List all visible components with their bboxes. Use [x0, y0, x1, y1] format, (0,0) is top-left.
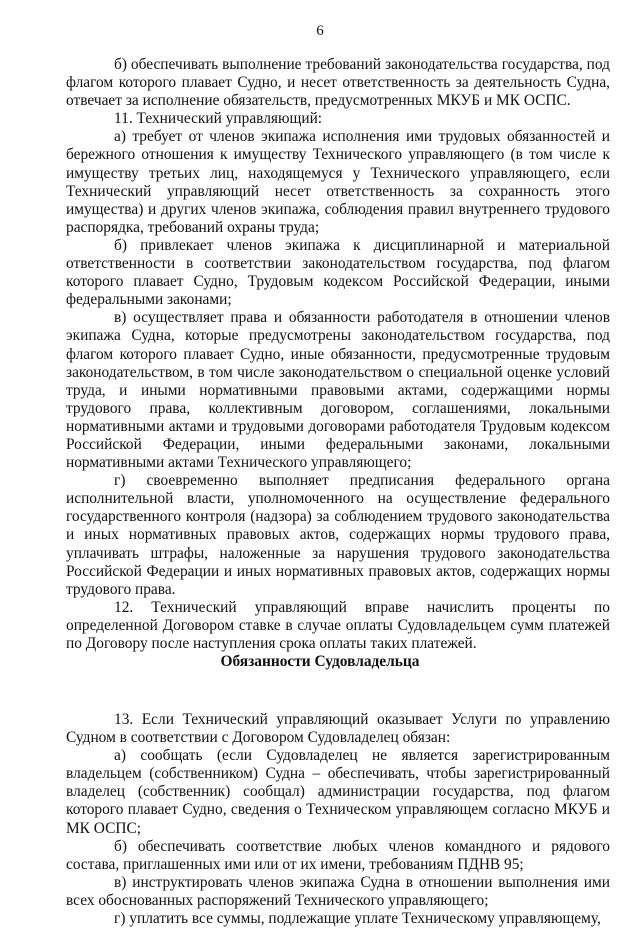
- section-heading: Обязанности Судовладельца: [220, 653, 420, 670]
- paragraph-11-heading: 11. Технический управляющий:: [114, 110, 323, 128]
- paragraph-10b: б) обеспечивать выполнение требований законодательства государства, под флагом которого плавает Судно, и несет ответственность за деятельность Судна, отвечает за исполнение обязательств, предусмотренных МКУБ и МК ОСПС.: [66, 56, 610, 110]
- paragraph-13a: а) сообщать (если Судовладелец не является зарегистрированным владельцем (собственником) Судна – обеспечивать, чтобы зарегистрированный владелец (собственник) сообщал) администрации государства, под флагом которого плавает Судно, сведения о Техническом управляющем согласно МКУБ и МК ОСПС;: [66, 747, 610, 837]
- paragraph-11b: б) привлекает членов экипажа к дисциплинарной и материальной ответственности в соответствии законодательством государства, под флагом которого плавает Судно, Трудовым кодексом Российской Федерации, иными федеральными законами;: [66, 236, 610, 309]
- paragraph-11a: а) требует от членов экипажа исполнения ими трудовых обязанностей и бережного отношения к имуществу Технического управляющего (в том числе к имуществу третьих лиц, находящемуся у Технического управляющего, если Технический управляющий несет ответственность за сохранность этого имущества) и других членов экипажа, соблюдения правил внутреннего трудового распорядка, требований охраны труда;: [66, 128, 610, 236]
- paragraph-13: 13. Если Технический управляющий оказывает Услуги по управлению Судном в соответствии с Договором Судовладелец обязан:: [66, 711, 610, 747]
- paragraph-13g: г) уплатить все суммы, подлежащие уплате Техническому управляющему,: [114, 910, 601, 928]
- paragraph-12: 12. Технический управляющий вправе начислить проценты по определенной Договором ставке в случае оплаты Судовладельцем сумм платежей по Договору после наступления срока оплаты таких платежей.: [66, 598, 610, 652]
- paragraph-13v: в) инструктировать членов экипажа Судна в отношении выполнения ими всех обоснованных распоряжений Технического управляющего;: [66, 873, 610, 909]
- text-block-shipowner-duties: [66, 711, 610, 928]
- paragraph-13b: б) обеспечивать соответствие любых членов командного и рядового состава, приглашенных ими или от их имени, требованиям ПДНВ 95;: [66, 837, 610, 873]
- paragraph-11v: в) осуществляет права и обязанности работодателя в отношении членов экипажа Судна, которые предусмотрены законодательством государства, под флагом которого плавает Судно, иные обязанности, предусмотренные трудовым законодательством, в том числе законодательством о специальной оценке условий труда, и иными нормативными правовыми актами, содержащими нормы трудового права, коллективным договором, соглашениями, локальными нормативными актами и трудовыми договорами работодателя Трудовым кодексом Российской Федерации, иными федеральными законами, локальными нормативными актами Технического управляющего;: [66, 309, 610, 472]
- paragraph-11g: г) своевременно выполняет предписания федерального органа исполнительной власти, уполномоченного на осуществление федерального государственного контроля (надзора) за соблюдением трудового законодательства и иных нормативных правовых актов, содержащих нормы трудового права, уплачивать штрафы, наложенные за нарушения трудового законодательства Российской Федерации и иных нормативных правовых актов, содержащих нормы трудового права.: [66, 472, 610, 598]
- page-number: 6: [316, 23, 324, 39]
- text-block-obligations: [66, 56, 610, 653]
